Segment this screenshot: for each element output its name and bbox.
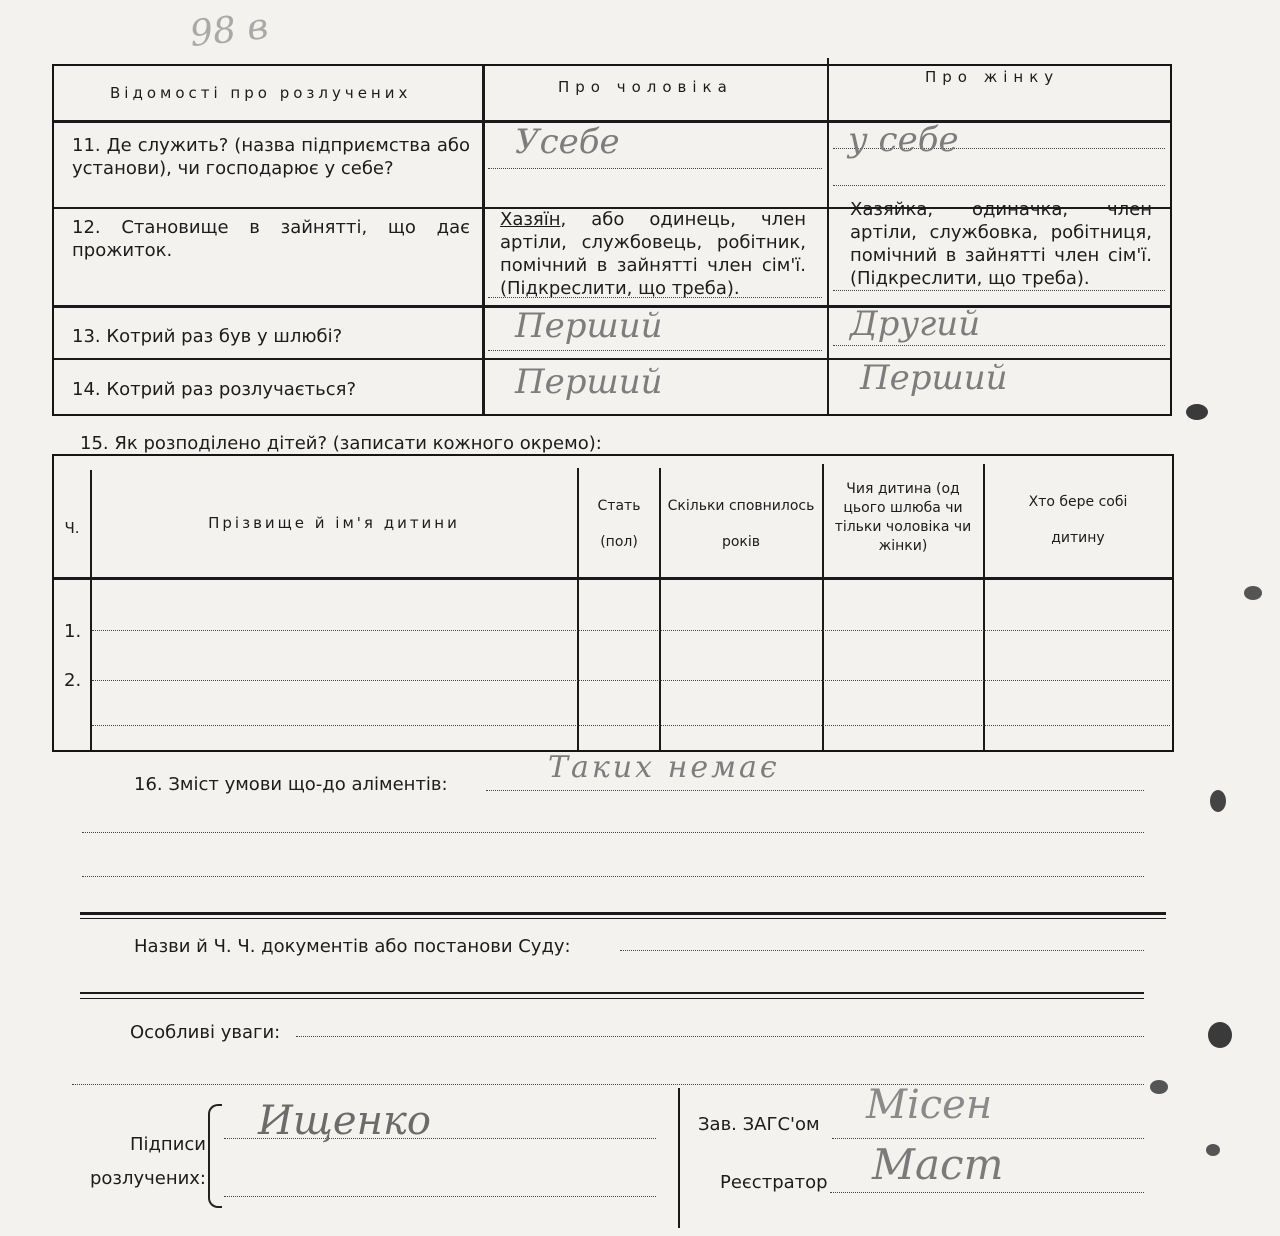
- fill-line: [92, 725, 1170, 726]
- paper-tear: [1208, 1022, 1232, 1048]
- fill-line: [486, 790, 1144, 791]
- col-whose: Чия дитина (од цього шлюба чи тільки чоловіка чи жінки): [834, 481, 972, 554]
- col-divider: [822, 464, 824, 750]
- documents-label: Назви й Ч. Ч. документів або постанови Суду:: [134, 936, 571, 957]
- col-divider: [482, 66, 485, 414]
- fill-line: [833, 185, 1165, 186]
- child-row-2: 2.: [64, 670, 82, 691]
- fill-line: [832, 1138, 1144, 1139]
- head-label: Зав. ЗАГС'ом: [698, 1114, 820, 1135]
- answer-13-husband: Перший: [515, 306, 663, 346]
- answer-14-wife: Перший: [860, 358, 1008, 398]
- rule: [80, 992, 1144, 994]
- header-about: Відомості про розлучених: [110, 84, 412, 102]
- col-divider: [659, 468, 661, 750]
- header-wife: Про жінку: [925, 68, 1060, 86]
- col-divider: [827, 58, 829, 414]
- underlined-choice: Хазяїн: [500, 209, 561, 230]
- answer-11-husband: Усебе: [515, 122, 620, 162]
- answer-13-wife: Другий: [850, 304, 981, 344]
- col-sex: Стать (пол): [597, 498, 641, 550]
- fill-line: [488, 297, 822, 298]
- col-takes: Хто бере собі дитину: [1028, 494, 1128, 546]
- signatures-label: Підписи розлучених:: [89, 1134, 206, 1189]
- row-divider: [54, 577, 1172, 580]
- question-12: 12. Становище в зайнятті, що дає прожиток.: [72, 217, 470, 261]
- divider: [678, 1088, 680, 1228]
- col-divider: [90, 470, 92, 750]
- rule: [80, 918, 1166, 919]
- fill-line: [488, 350, 822, 351]
- fill-line: [92, 630, 1170, 631]
- col-divider: [983, 464, 985, 750]
- col-num: Ч.: [64, 519, 80, 537]
- child-row-1: 1.: [64, 621, 82, 642]
- fill-line: [833, 345, 1165, 346]
- head-signature: Місен: [866, 1082, 993, 1128]
- answer-11-wife: у себе: [848, 120, 959, 160]
- question-14: 14. Котрий раз розлучається?: [72, 379, 357, 400]
- fill-line: [296, 1036, 1144, 1037]
- col-name: Прізвище й ім'я дитини: [208, 514, 460, 532]
- rule: [80, 912, 1166, 915]
- remarks-label: Особливі уваги:: [130, 1022, 281, 1043]
- fill-line: [224, 1196, 656, 1197]
- paper-tear: [1206, 1144, 1220, 1156]
- signature-1: Ищенко: [258, 1098, 431, 1144]
- question-11: 11. Де служить? (назва підприємства або установи), чи господарює у себе?: [72, 135, 470, 179]
- col-age: Скільки сповнилось років: [667, 498, 815, 550]
- page-mark: 98 в: [188, 6, 271, 55]
- fill-line: [82, 876, 1144, 877]
- fill-line: [92, 680, 1170, 681]
- answer-12-husband-options: [500, 208, 806, 300]
- answer-12-wife-options: Хазяйка, одиначка, член артіли, службовка, робітниця, помічний в зайнятті член сім'ї. (Підкреслити, що треба).: [850, 199, 1152, 289]
- paper-tear: [1244, 586, 1262, 600]
- alimony-value: Таких немає: [548, 750, 780, 785]
- alimony-label: 16. Зміст умови що-до аліментів:: [134, 774, 448, 795]
- fill-line: [833, 290, 1165, 291]
- paper-tear: [1210, 790, 1226, 812]
- fill-line: [488, 168, 822, 169]
- paper-tear: [1186, 404, 1208, 420]
- registrar-signature: Маст: [872, 1140, 1004, 1189]
- brace: [208, 1104, 222, 1208]
- question-13: 13. Котрий раз був у шлюбі?: [72, 326, 343, 347]
- fill-line: [830, 1192, 1144, 1193]
- registrar-label: Реєстратор: [720, 1172, 828, 1193]
- fill-line: [620, 950, 1144, 951]
- col-divider: [577, 468, 579, 750]
- answer-14-husband: Перший: [515, 362, 663, 402]
- header-husband: Про чоловіка: [558, 78, 733, 96]
- rule: [80, 998, 1144, 999]
- children-title: 15. Як розподілено дітей? (записати кожного окремо):: [80, 433, 602, 454]
- options-text: , або одинець, член артіли, службовець, робітник, помічний в зайнятті член сім'ї. (Підкреслити, що треба).: [500, 209, 806, 299]
- fill-line: [82, 832, 1144, 833]
- paper-tear: [1150, 1080, 1168, 1094]
